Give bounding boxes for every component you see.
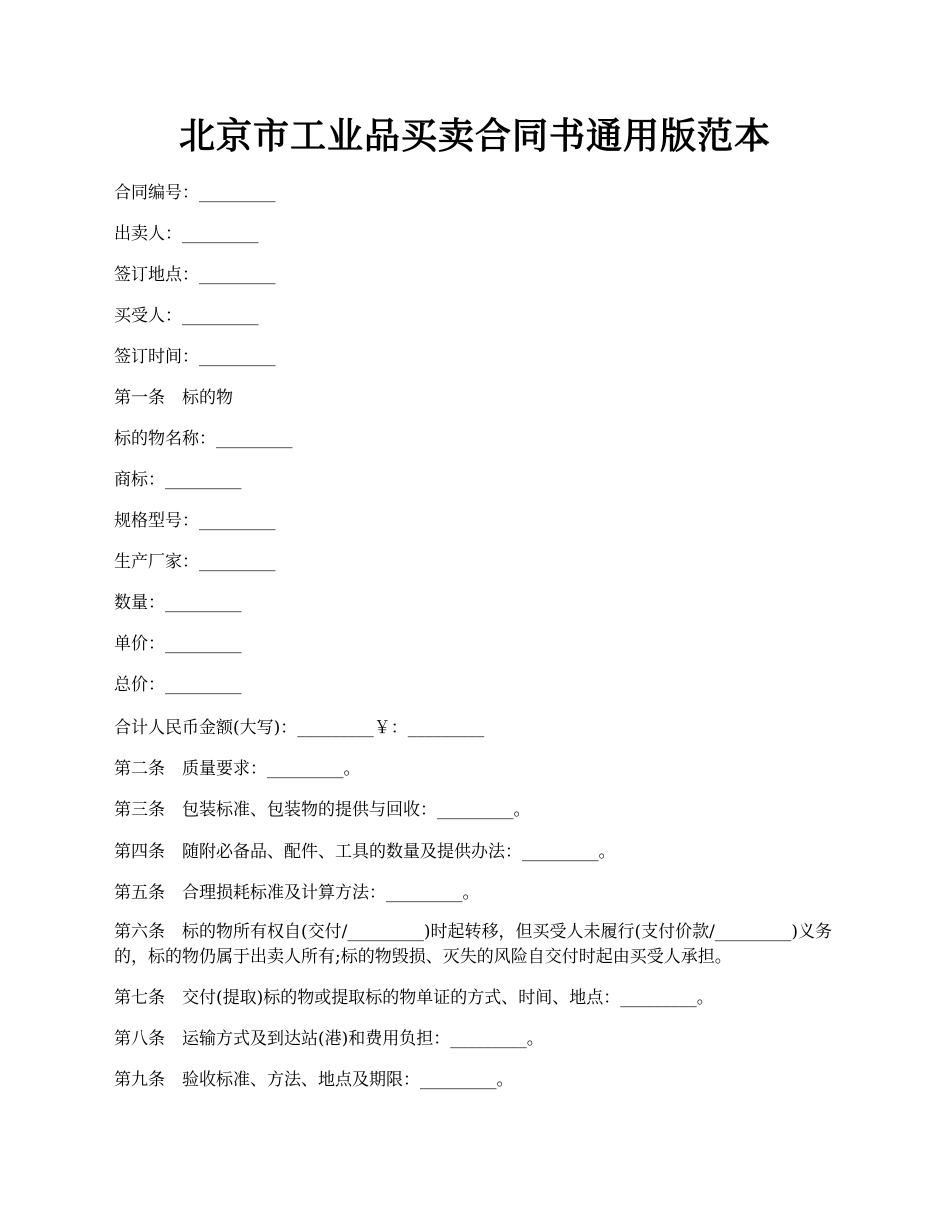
- seller-line: 出卖人：_________: [114, 224, 259, 244]
- item-name-line: 标的物名称：_________: [114, 429, 293, 449]
- manufacturer-line: 生产厂家：_________: [114, 552, 276, 572]
- unit-price-line: 单价：_________: [114, 634, 242, 654]
- article-6: 第六条 标的物所有权自(交付/_________)时起转移，但买受人未履行(支付价款/_________)义务的，标的物仍属于出卖人所有;标的物毁损、灭失的风险自交付时起由买受人承担。: [114, 922, 832, 967]
- article-8: 第八条 运输方式及到达站(港)和费用负担：_________。: [114, 1029, 544, 1049]
- article-4: 第四条 随附必备品、配件、工具的数量及提供办法：_________。: [114, 842, 616, 862]
- model-spec-line: 规格型号：_________: [114, 511, 276, 531]
- quantity-line: 数量：_________: [114, 593, 242, 613]
- total-amount-line: 合计人民币金额(大写)：_________￥：_________: [114, 718, 485, 738]
- article-9: 第九条 验收标准、方法、地点及期限：_________。: [114, 1070, 514, 1090]
- total-price-line: 总价：_________: [114, 675, 242, 695]
- signing-place-line: 签订地点：_________: [114, 265, 276, 285]
- article-3: 第三条 包装标准、包装物的提供与回收：_________。: [114, 800, 531, 820]
- article-2: 第二条 质量要求：_________。: [114, 759, 361, 779]
- buyer-line: 买受人：_________: [114, 306, 259, 326]
- article-1-heading: 第一条 标的物: [114, 388, 233, 408]
- article-5: 第五条 合理损耗标准及计算方法：_________。: [114, 883, 480, 903]
- contract-number-line: 合同编号：_________: [114, 183, 276, 203]
- document-title: 北京市工业品买卖合同书通用版范本: [178, 115, 771, 157]
- signing-time-line: 签订时间：_________: [114, 347, 276, 367]
- trademark-line: 商标：_________: [114, 470, 242, 490]
- article-7: 第七条 交付(提取)标的物或提取标的物单证的方式、时间、地点：_________。: [114, 988, 714, 1008]
